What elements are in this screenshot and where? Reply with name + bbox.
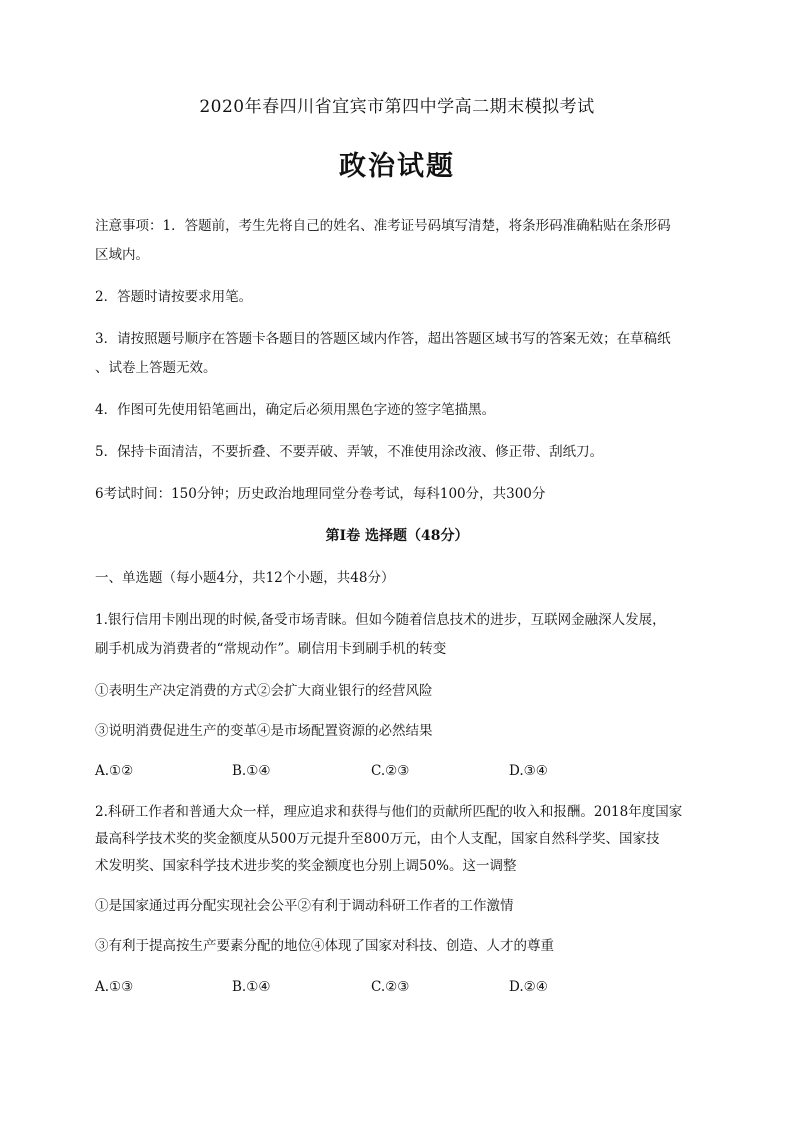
question-statement: ③说明消费促进生产的变革④是市场配置资源的必然结果 <box>95 723 433 739</box>
choice-d: D.③④ <box>509 763 548 779</box>
question-stem-line: 刷手机成为消费者的“常规动作”。刷信用卡到刷手机的转变 <box>95 641 447 657</box>
question-statement: ①表明生产决定消费的方式②会扩大商业银行的经营风险 <box>95 683 433 699</box>
section-heading: 第I卷 选择题（48分） <box>325 528 469 544</box>
question-statement: ①是国家通过再分配实现社会公平②有利于调动科研工作者的工作激情 <box>95 898 514 914</box>
note-line: 5．保持卡面清洁，不要折叠、不要弄破、弄皱，不准使用涂改液、修正带、刮纸刀。 <box>95 444 604 460</box>
section-subheading: 一、单选题（每小题4分，共12个小题，共48分） <box>95 570 395 586</box>
note-line: 3．请按照题号顺序在答题卡各题目的答题区域内作答，超出答题区域书写的答案无效；在草稿纸 <box>95 331 671 347</box>
choice-b: B.①④ <box>232 979 271 995</box>
exam-subject-title: 政治试题 <box>339 151 455 182</box>
question-statement: ③有利于提高按生产要素分配的地位④体现了国家对科技、创造、人才的尊重 <box>95 938 554 954</box>
choice-d: D.②④ <box>509 979 548 995</box>
choice-c: C.②③ <box>371 763 410 779</box>
exam-title: 2020年春四川省宜宾市第四中学高二期末模拟考试 <box>199 97 595 117</box>
note-line: 4．作图可先使用铅笔画出，确定后必须用黑色字迹的签字笔描黑。 <box>95 402 496 418</box>
choice-b: B.①④ <box>232 763 271 779</box>
note-line: 6考试时间：150分钟；历史政治地理同堂分卷考试，每科100分，共300分 <box>95 486 546 502</box>
note-line: 2．答题时请按要求用笔。 <box>95 289 253 305</box>
note-line: 、试卷上答题无效。 <box>95 360 217 376</box>
question-stem-line: 术发明奖、国家科学技术进步奖的奖金额度也分别上调50%。这一调整 <box>95 858 517 874</box>
question-stem-line: 最高科学技术奖的奖金额度从500万元提升至800万元，由个人支配，国家自然科学奖、国家技 <box>95 831 660 847</box>
choice-a: A.①③ <box>95 979 134 995</box>
note-line: 区域内。 <box>95 247 149 263</box>
choice-c: C.②③ <box>371 979 410 995</box>
note-line: 注意事项：1．答题前，考生先将自己的姓名、准考证号码填写清楚，将条形码准确粘贴在条形码 <box>95 218 671 234</box>
choice-a: A.①② <box>95 763 134 779</box>
question-stem-line: 2.科研工作者和普通大众一样，理应追求和获得与他们的贡献所匹配的收入和报酬。2018年度国家 <box>95 804 683 820</box>
question-stem-line: 1.银行信用卡刚出现的时候,备受市场青睐。但如今随着信息技术的进步，互联网金融深人发展， <box>95 612 666 628</box>
